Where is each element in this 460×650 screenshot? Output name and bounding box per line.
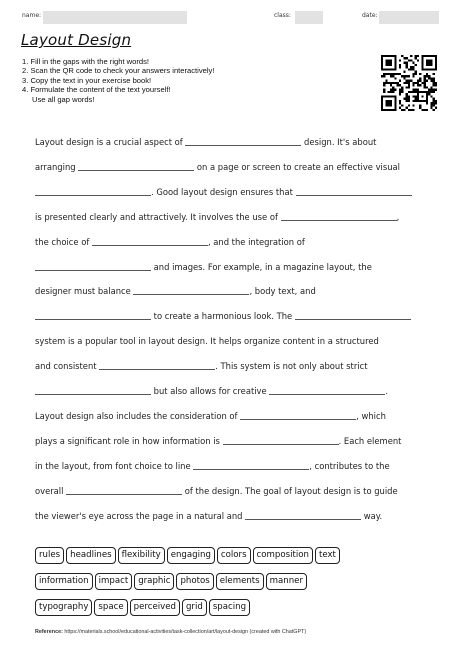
word-chip[interactable]: headlines xyxy=(66,547,115,564)
gap-blank[interactable] xyxy=(185,136,301,146)
text-segment: , and the integration of xyxy=(207,236,305,247)
word-chip[interactable]: graphic xyxy=(134,573,174,590)
gap-blank[interactable] xyxy=(35,261,151,271)
text-line xyxy=(35,335,379,347)
text-line xyxy=(35,261,372,273)
word-chip[interactable]: information xyxy=(35,573,93,590)
text-segment: design. It's about xyxy=(301,137,377,147)
text-segment: way. xyxy=(361,510,383,521)
reference xyxy=(35,629,306,635)
word-chip[interactable]: elements xyxy=(216,573,264,590)
instructions xyxy=(22,57,214,104)
gap-blank[interactable] xyxy=(35,385,151,395)
text-segment: Layout design is a crucial aspect of xyxy=(35,137,186,147)
class-label: class: xyxy=(274,12,291,19)
text-line xyxy=(35,136,376,148)
text-segment: to create a harmonious look. The xyxy=(151,311,295,322)
text-line xyxy=(35,161,400,173)
class-field[interactable] xyxy=(295,11,323,24)
text-segment: designer must balance xyxy=(35,286,134,297)
text-segment: overall xyxy=(35,485,67,496)
text-line xyxy=(35,435,401,447)
text-line xyxy=(35,485,398,497)
word-chip[interactable]: perceived xyxy=(130,599,180,616)
gap-blank[interactable] xyxy=(295,310,411,320)
name-label: name: xyxy=(22,12,42,19)
text-segment: but also allows for creative xyxy=(151,386,270,396)
gap-blank[interactable] xyxy=(245,510,361,520)
text-segment: , body text, and xyxy=(249,286,316,297)
gap-blank[interactable] xyxy=(66,485,182,495)
gap-blank[interactable] xyxy=(223,435,339,445)
text-line xyxy=(35,410,386,422)
gap-blank[interactable] xyxy=(240,410,356,420)
gap-blank[interactable] xyxy=(269,385,385,395)
word-chip[interactable]: text xyxy=(315,547,340,564)
text-segment: . Each element xyxy=(338,435,402,446)
page-title: Layout Design xyxy=(21,31,132,49)
text-segment: of the design. The goal of layout design is to guide xyxy=(182,485,398,496)
text-segment: and images. For example, in a magazine layout, the xyxy=(151,261,372,272)
text-segment: on a page or screen to create an effective visual xyxy=(194,161,401,172)
word-bank-row xyxy=(35,594,435,620)
text-line xyxy=(35,510,382,522)
name-field[interactable] xyxy=(43,11,187,24)
text-segment: . Good layout design ensures that xyxy=(151,186,296,197)
instruction-item: Use all gap words! xyxy=(32,94,95,104)
word-chip[interactable]: space xyxy=(94,599,127,616)
word-chip[interactable]: impact xyxy=(95,573,133,590)
gap-blank[interactable] xyxy=(193,460,309,470)
text-line xyxy=(35,211,399,223)
qr-code-icon[interactable] xyxy=(381,55,437,111)
text-segment: plays a significant role in how information is xyxy=(35,435,223,446)
text-line xyxy=(35,360,367,372)
gap-blank[interactable] xyxy=(35,310,151,320)
text-segment: . This system is not only about strict xyxy=(215,361,368,372)
text-segment: , which xyxy=(356,410,386,421)
text-segment: the choice of xyxy=(35,236,92,247)
text-line xyxy=(35,310,411,322)
instruction-item: 1. Fill in the gaps with the right words! xyxy=(22,57,150,66)
text-line xyxy=(35,285,316,297)
gap-blank[interactable] xyxy=(133,285,249,295)
word-chip[interactable]: spacing xyxy=(209,599,250,616)
word-bank-row xyxy=(35,568,435,594)
text-segment: Layout design also includes the consideration of xyxy=(35,410,241,421)
text-line xyxy=(35,385,388,397)
text-segment: , xyxy=(396,211,400,222)
text-segment: the viewer's eye across the page in a natural and xyxy=(35,510,246,521)
word-chip[interactable]: flexibility xyxy=(118,547,165,564)
text-line xyxy=(35,186,412,198)
word-bank xyxy=(35,542,435,620)
text-segment: system is a popular tool in layout design. It helps organize content in a structured xyxy=(35,336,379,347)
word-chip[interactable]: typography xyxy=(35,599,92,616)
text-segment: and consistent xyxy=(35,361,100,372)
word-chip[interactable]: rules xyxy=(35,547,64,564)
reference-text: https://materials.school/educational-activities/task-collection/art/layout-design (created with ChatGPT) xyxy=(64,629,307,635)
text-segment: arranging xyxy=(35,161,79,172)
gap-blank[interactable] xyxy=(35,186,151,196)
date-label: date: xyxy=(362,12,378,19)
text-segment: , contributes to the xyxy=(309,460,390,471)
word-chip[interactable]: colors xyxy=(217,547,251,564)
text-line xyxy=(35,460,390,472)
gap-blank[interactable] xyxy=(99,360,215,370)
text-segment: . xyxy=(385,386,389,396)
gap-blank[interactable] xyxy=(92,236,208,246)
text-segment: is presented clearly and attractively. It involves the use of xyxy=(35,211,281,222)
word-chip[interactable]: manner xyxy=(266,573,307,590)
reference-label: Reference: xyxy=(35,629,63,635)
word-chip[interactable]: photos xyxy=(176,573,213,590)
gap-blank[interactable] xyxy=(296,186,412,196)
gap-blank[interactable] xyxy=(281,211,397,221)
word-chip[interactable]: composition xyxy=(253,547,313,564)
instruction-item: 3. Copy the text in your exercise book! xyxy=(22,75,152,85)
word-chip[interactable]: engaging xyxy=(167,547,215,564)
instruction-item: 4. Formulate the content of the text yourself! xyxy=(22,85,171,95)
instruction-item: 2. Scan the QR code to check your answers interactively! xyxy=(22,66,215,76)
word-chip[interactable]: grid xyxy=(182,599,207,616)
word-bank-row xyxy=(35,542,435,568)
gap-blank[interactable] xyxy=(78,161,194,171)
text-line xyxy=(35,236,305,248)
date-field[interactable] xyxy=(379,11,439,24)
text-segment: in the layout, from font choice to line xyxy=(35,460,194,471)
